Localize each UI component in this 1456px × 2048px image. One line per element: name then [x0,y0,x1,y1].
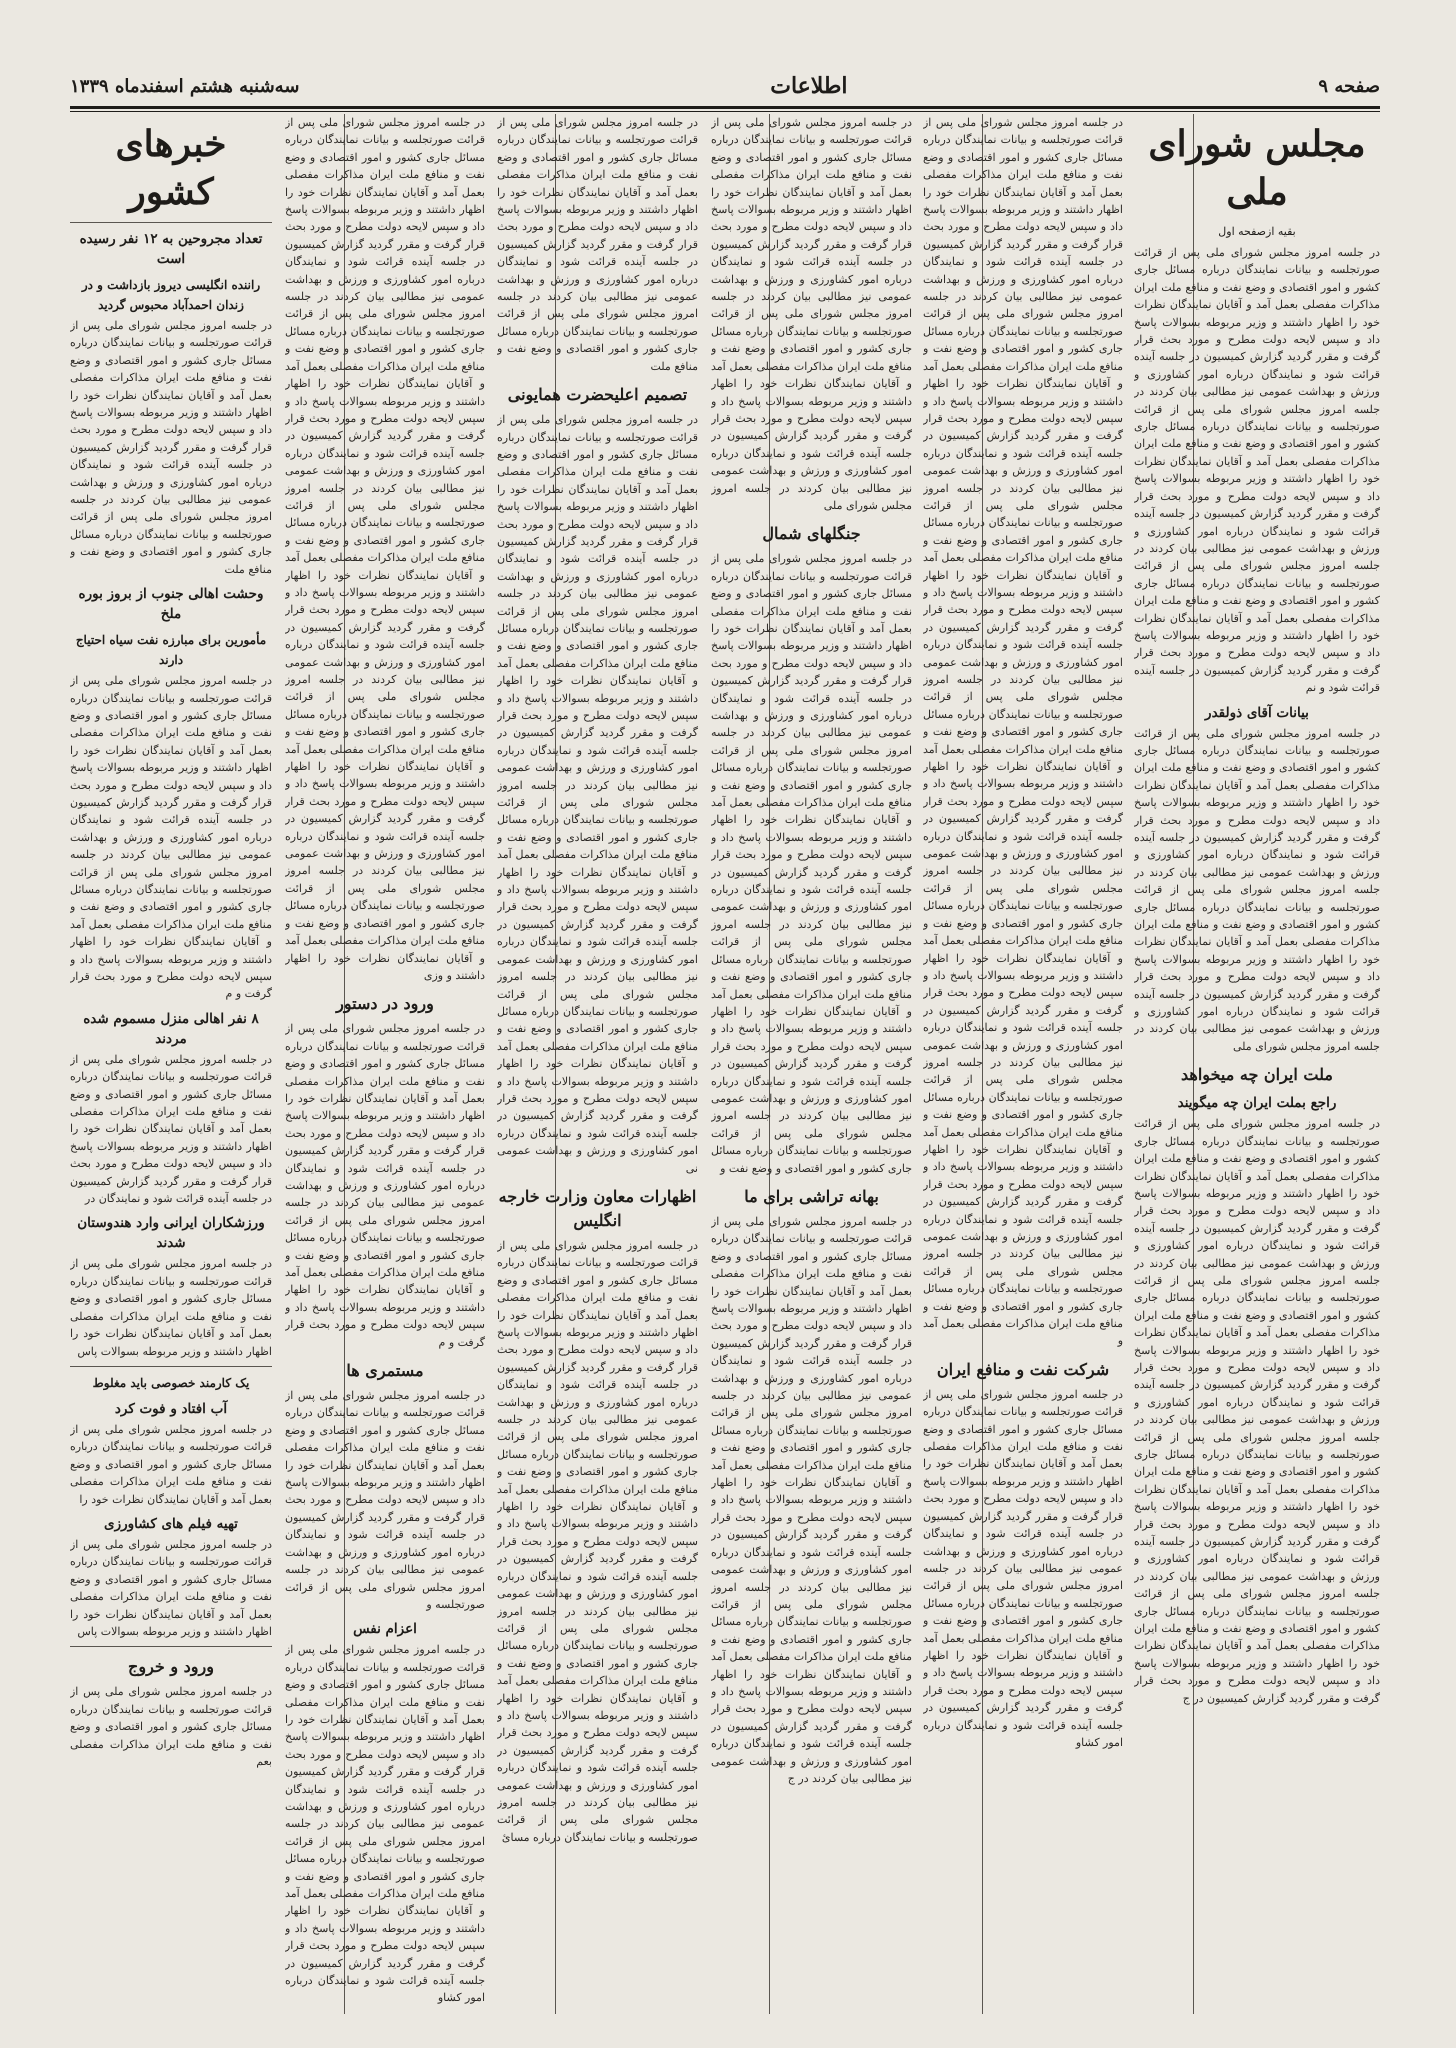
column-2 [923,114,1123,2014]
article-text: در جلسه امروز مجلس شورای ملی پس از قرائت صورتجلسه و بیانات نمایندگان درباره مسائل جاری کشور و امور اقتصادی و وضع نفت و منافع ملت ایران مذاکرات مفصلی بعمل آمد و آقایان نمایندگان نظرات خود را اظهار داشتند و وزیر مربوطه بسوالات پاسخ داد و سپس لایحه دولت مطرح و مورد بحث قرار گرفت و مقرر گردید گزارش کمیسیون در جلسه آینده قرائت شود و نمایندگان درباره امور کشاورزی و ورزش و بهداشت عمومی نیز مطالبی بیان کردند در جلسه امروز مجلس شورای ملی پس از قرائت صورتجلسه و [285,1389,485,1611]
subhead-royal-decision: تصمیم اعلیحضرت همایونی [507,385,688,405]
article-text: در جلسه امروز مجلس شورای ملی پس از قرائت صورتجلسه و بیانات نمایندگان درباره مسائل جاری کشور و امور اقتصادی و وضع نفت و منافع ملت ایران مذاکرات مفصلی بعمل آمد و آقایان نمایندگان نظرات خود را اظهار داشتند و وزیر مربوطه بسوالات پاسخ داد و سپس لایحه دولت مطرح و مورد بحث قرار گرفت و مقرر گردید گزارش کمیسیون در جلسه آینده قرائت شود و نمایندگان درباره امور کشاورزی و ورزش و بهداشت عمومی نیز مطالبی بیان کردند در جلسه امروز مجلس شورای ملی پس از قرائت صورتجلسه و بیانات نمایندگان درباره مسائل جاری کشور و امور اقتصادی و وضع نفت و منافع ملت ایران مذاکرات مفصلی بعمل آمد و آقایان نمایندگان نظرات خود را اظهار داشتند و وزیر مربوطه بسوالات پاسخ داد و سپس لایحه دولت مطرح و مورد بحث قرار گرفت و مقرر گردید گزارش کمیسیون در جلسه آینده قرائت شود و نمایندگان درباره امور کشاورزی و ورزش و بهداشت عمومی نیز مطالبی بیان کردند در جلسه امروز مجلس شورای ملی پس از قرائت صورتجلسه و بیانات نمایندگان درباره مسائل جاری کشور و امور اقتصادی و وضع نفت و منافع ملت ایران مذاکرات مفصلی بعمل آمد و آقایان نمایندگان نظرات خود را اظهار داشتند و وزیر مربوطه بسوالات پاسخ داد و سپس لایحه دولت مطرح و مورد بحث قرار گرفت و مقرر گردید گزارش کمیسیون در جلسه آینده قرائت شود و نمایندگان درباره امور کشاورزی و ورزش و بهداشت عمومی نیز مطالبی بیان کردند در جلسه امروز مجلس شورای ملی پس از قرائت صورتجلسه و بیانات نمایندگان درباره مسائل جاری کشور و امور اقتصادی و وضع نفت و منافع ملت ایران مذاکرات مفصلی بعمل آمد و آقایان نمایندگان نظرات خود را اظهار داشتند و وزیر مربوطه بسوالات پاسخ داد و سپس لایحه دولت مطرح و مورد بحث قرار گرفت و مقرر گردید گزارش کمیسیون در جلسه آینده قرائت شود و نمایندگان درباره امور کشاورزی و ورزش و بهداشت عمومی نیز مطالبی بیان کردند در جلسه امروز مجلس شورای ملی پس از قرائت صورتجلسه و بیانات نمایندگان درباره مسائل جاری کشور و امور اقتصادی و وضع نفت و منافع ملت ایران مذاکرات مفصلی بعمل آمد و آقایان نمایندگان نظرات خود را اظهار داشتند و وزیر مربوطه بسوالات پاسخ داد و سپس لایحه دولت مطرح و مورد بحث قرار گرفت و مقرر گردید گزارش کمیسیون در جلسه آینده قرائت شود و نمایندگان درباره امور کشاورزی و ورزش و بهداشت عمومی نیز مطالبی بیان کردند در جلسه امروز مجلس شورای ملی پس از قرائت صورتجلسه و بیانات نمایندگان درباره مسائل جاری کشور و امور اقتصادی و وضع نفت و منافع ملت ایران مذاکرات مفصلی بعمل آمد و آقایان نمایندگان نظرات خود را اظهار داشتند و وزیر مربوطه بسوالات پاسخ داد و سپس لایحه دولت مطرح و مورد بحث قرار گرفت و مقرر گردید گزارش کمیسیون در جلسه آینده قرائت شود و نمایندگان درباره امور کشاورزی و ورزش و بهداشت عمومی نیز مطالبی بیان کردند در جلسه امروز مجلس شورای ملی پس از قرائت صورتجلسه و بیانات نمایندگان درباره مسائل جاری کشور و امور اقتصادی و وضع نفت و منافع ملت ایران مذاکرات مفصلی بعمل آمد و [923,116,1123,1348]
column-4 [497,114,698,2014]
divider [70,222,272,223]
subhead-pensions: مستمری ها [346,1361,424,1381]
article-text: در جلسه امروز مجلس شورای ملی پس از قرائت صورتجلسه و بیانات نمایندگان درباره مسائل جاری کشور و امور اقتصادی و وضع نفت و منافع ملت ایران مذاکرات مفصلی بعمل آمد و آقایان نمایندگان نظرات خود را اظهار داشتند و وزیر مربوطه بسوالات پاسخ داد و سپس لایحه دولت مطرح و مورد بحث قرار گرفت و مقرر گردید گزارش کمیسیون در جلسه آینده قرائت شود و نمایندگان درباره امور کشاورزی و ورزش و بهداشت عمومی نیز مطالبی بیان کردند در جلسه امروز مجلس شورای ملی پس از قرائت صورتجلسه و بیانات نمایندگان درباره مسائل جاری کشور و امور اقتصادی و وضع نفت و منافع ملت ایران مذاکرات مفصلی بعمل آمد و آقایان نمایندگان نظرات خود را اظهار داشتند و وزیر مربوطه بسوالات پاسخ داد و سپس لایحه دولت مطرح و مورد بحث قرار گرفت و مقرر گردید گزارش کمیسیون در جلسه آینده قرائت شود و نمایندگان درباره امور کشاورزی و ورزش و بهداشت عمومی نیز مطالبی بیان کردند در جلسه امروز مجلس شورای ملی پس از قرائت صورتجلسه و بیانات نمایندگان درباره مسائل جاری کشور و امور اقتصادی و وضع نفت و منافع ملت ایران مذاکرات مفصلی بعمل آمد و آقایان نمایندگان نظرات خود را اظهار داشتند و وزیر مربوطه بسوالات پاسخ داد و سپس لایحه دولت مطرح و مورد بحث قرار گرفت و مقرر گردید گزارش کمیسیون در جلسه آینده قرائت شود و نمایندگان درباره امور کشاورزی و ورزش و بهداشت عمومی نیز مطالبی بیان کردند در جلسه امروز مجلس شورای ملی پس از قرائت صورتجلسه و بیانات نمایندگان درباره مسائل جاری کشور و امور اقتصادی و وضع نفت و [711,552,912,1175]
subhead-oil-company: شرکت نفت و منافع ایران [936,1359,1110,1379]
subhead-arrivals: ورود و خروج [128,1657,214,1677]
article-text: در جلسه امروز مجلس شورای ملی پس از قرائت صورتجلسه و بیانات نمایندگان درباره مسائل جاری کشور و امور اقتصادی و وضع نفت و منافع ملت ایران مذاکرات مفصلی بعمل آمد و آقایان نمایندگان نظرات خود را اظهار داشتند و وزیر مربوطه بسوالات پاسخ داد و سپس لایحه دولت مطرح و مورد بحث قرار گرفت و مقرر گردید گزارش کمیسیون در جلسه آینده قرائت شود و نمایندگان در [70,1052,272,1206]
article-text: در جلسه امروز مجلس شورای ملی پس از قرائت صورتجلسه و بیانات نمایندگان درباره مسائل جاری کشور و امور اقتصادی و وضع نفت و منافع ملت ایران مذاکرات مفصلی بعمل آمد و آقایان نمایندگان نظرات خود را اظهار داشتند و وزیر مربوطه بسوالات پاس [70,1257,272,1358]
column-6 [70,114,272,2014]
headline-majlis: مجلس شورای ملی [1148,123,1366,213]
article-text: در جلسه امروز مجلس شورای ملی پس از قرائت صورتجلسه و بیانات نمایندگان درباره مسائل جاری کشور و امور اقتصادی و وضع نفت و منافع ملت ایران مذاکرات مفصلی بعمل آمد و آقایان نمایندگان نظرات خود را اظهار داشتند و وزیر مربوطه بسوالات پاسخ داد و سپس لایحه دولت مطرح و مورد بحث قرار گرفت و مقرر گردید گزارش کمیسیون در جلسه آینده قرائت شود و نمایندگان درباره امور کشاورزی و ورزش و بهداشت عمومی نیز مطالبی بیان کردند در جلسه امروز مجلس شورای ملی پس از قرائت صورتجلسه و بیانات نمایندگان درباره مسائل جاری کشور و امور اقتصادی و وضع نفت و منافع ملت ایران مذاکرات مفصلی بعمل آمد و آقایان نمایندگان نظرات خود را اظهار داشتند و وزیر مربوطه بسوالات پاسخ داد و سپس لایحه دولت مطرح و مورد بحث قرار گرفت و مقرر گردید گزارش کمیسیون در جلسه آینده قرائت شود و نمایندگان درباره امور کشاورزی و ورزش و بهداشت عمومی نیز مطالبی بیان کردند در جلسه امروز مجلس شورای ملی پس از قرائت صورتجلسه و بیانات نمایندگان درباره مسائل جاری کشور و امور اقتصادی و وضع نفت و منافع ملت ایران مذاکرات مفصلی بعمل آمد و آقایان نمایندگان نظرات خود را اظهار داشتند و وزیر مربوطه بسوالات پاسخ داد و سپس لایحه دولت مطرح و مورد بحث قرار گرفت و مقرر گردید گزارش کمیسیون در جلسه آینده قرائت شود و نمایندگان درباره امور کشاورزی و ورزش و بهداشت عمومی نیز مطالبی بیان کردند در جلسه امروز مجلس شورای ملی پس از قرائت صورتجلسه و بیانات نمایندگان درباره مسائل جاری کشور و امور اقتصادی و وضع نفت و منافع ملت ایران مذاکرات مفصلی بعمل آمد و آقایان نمایندگان نظرات خود را اظهار داشتند و وزیر مربوطه بسوالات پاسخ داد و سپس لایحه دولت مطرح و مورد بحث قرار گرفت و مقرر گردید گزارش کمیسیون در جلسه آینده قرائت شود و نمایندگان درباره امور کشاورزی و ورزش و بهداشت عمومی نی [497,413,698,1175]
subhead-deputy-minister: اظهارات معاون وزارت خارجه انگلیس [498,1186,697,1230]
subhead-nation-2: راجع بملت ایران چه میگویند [1177,1095,1337,1112]
headline-country-news: خبرهای کشور [115,123,227,213]
article-text: در جلسه امروز مجلس شورای ملی پس از قرائت صورتجلسه و بیانات نمایندگان درباره مسائل جاری کشور و امور اقتصادی و وضع نفت و منافع ملت ایران مذاکرات مفصلی بعمل آمد و آقایان نمایندگان نظرات خود را اظهار داشتند و وزیر مربوطه بسوالات پاسخ داد و سپس لایحه دولت مطرح و مورد بحث قرار گرفت و مقرر گردید گزارش کمیسیون در جلسه آینده قرائت شود و نمایندگان درباره امور کشاورزی و ورزش و بهداشت عمومی نیز مطالبی بیان کردند در جلسه امروز مجلس شورای ملی پس از قرائت صورتجلسه و بیانات نمایندگان درباره مسائل جاری کشور و امور اقتصادی و وضع نفت و منافع ملت ایران مذاکرات مفصلی بعمل آمد و آقایان نمایندگان نظرات خود را اظهار داشتند و وزیر مربوطه بسوالات پاسخ داد و سپس لایحه دولت مطرح و مورد بحث قرار گرفت و مقرر گردید گزارش کمیسیون در جلسه آینده قرائت شود و نمایندگان درباره امور کشاورزی و ورزش و بهداشت عمومی نیز مطالبی بیان کردند در جلسه امروز مجلس شورای ملی پس از قرائت صورتجلسه و بیانات نمایندگان درباره مسائل جاری کشور و امور اقتصادی و وضع نفت و منافع ملت ایران مذاکرات مفصلی بعمل آمد و آقایان نمایندگان نظرات خود را اظهار داشتند و وزیر مربوطه بسوالات پاسخ داد و سپس لایحه دولت مطرح و مورد بحث قرار گرفت و مقرر گردید گزارش کمیسیون در جلسه آینده قرائت شود و نمایندگان درباره امور کشاورزی و ورزش و بهداشت عمومی نیز مطالبی بیان کردند در جلسه امروز مجلس شورای ملی پس از قرائت صورتجلسه و بیانات نمایندگان درباره مسائ [497,1238,698,1844]
columns [70,114,1380,2014]
masthead-rule-bottom [70,111,1380,112]
article-text: در جلسه امروز مجلس شورای ملی پس از قرائت صورتجلسه و بیانات نمایندگان درباره مسائل جاری کشور و امور اقتصادی و وضع نفت و منافع ملت ایران مذاکرات مفصلی بعمل آمد و آقایان نمایندگان نظرات خود را اظهار داشتند و وزیر مربوطه بسوالات پاسخ داد و سپس لایحه دولت مطرح و مورد بحث قرار گرفت و مقرر گردید گزارش کمیسیون در جلسه آینده قرائت شود و نمایندگان درباره امور کشاورزی و ورزش و بهداشت عمومی نیز مطالبی بیان کردند در جلسه امروز مجلس شورای ملی پس از قرائت صورتجلسه و بیانات نمایندگان درباره مسائل جاری کشور و امور اقتصادی و وضع نفت و منافع ملت ایران مذاکرات مفصلی بعمل آمد و آقایان نمایندگان نظرات خود را اظهار داشتند و وزیر مربوطه بسوالات پاسخ داد و سپس لایحه دولت مطرح و مورد بحث قرار گرفت و م [285,1022,485,1349]
article-text: در جلسه امروز مجلس شورای ملی پس از قرائت صورتجلسه و بیانات نمایندگان درباره مسائل جاری کشور و امور اقتصادی و وضع نفت و منافع ملت ایران مذاکرات مفصلی بعمل آمد و آقایان نمایندگان نظرات خود را اظهار داشتند و وزیر مربوطه بسوالات پاس [70,1537,272,1638]
subhead-poisoned: ۸ نفر اهالی منزل مسموم شده مردند [83,1010,259,1047]
subhead-employee: یک کارمند خصوصی باید مغلوط [92,1375,250,1390]
paper-name: اطلاعات [770,73,848,99]
article-text: در جلسه امروز مجلس شورای ملی پس از قرائت صورتجلسه و بیانات نمایندگان درباره مسائل جاری کشور و امور اقتصادی و وضع نفت و منافع ملت ایران مذاکرات مفصلی بعم [70,1685,272,1768]
subhead-injured: تعداد مجروحین به ۱۲ نفر رسیده است [79,231,263,267]
subhead-dispatch: اعزام نفس [353,1621,417,1638]
article-text: در جلسه امروز مجلس شورای ملی پس از قرائت صورتجلسه و بیانات نمایندگان درباره مسائل جاری کشور و امور اقتصادی و وضع نفت و منافع ملت ایران مذاکرات مفصلی بعمل آمد و آقایان نمایندگان نظرات خود را اظهار داشتند و وزیر مربوطه بسوالات پاسخ داد و سپس لایحه دولت مطرح و مورد بحث قرار گرفت و مقرر گردید گزارش کمیسیون در جلسه آینده قرائت شود و نمایندگان درباره امور کشاورزی و ورزش و بهداشت عمومی نیز مطالبی بیان کردند در جلسه امروز مجلس شورای ملی پس از قرائت صورتجلسه و بیانات نمایندگان درباره مسائل جاری کشور و امور اقتصادی و وضع نفت و منافع ملت ایران مذاکرات مفصلی بعمل آمد و آقایان نمایندگان نظرات خود را اظهار داشتند و وزیر مربوطه بسوالات پاسخ داد و سپس لایحه دولت مطرح و مورد بحث قرار گرفت و مقرر گردید گزارش کمیسیون در جلسه آینده قرائت شود و نمایندگان درباره امور کشاورزی و ورزش و بهداشت عمومی نیز مطالبی بیان کردند در جلسه امروز مجلس شورای ملی [1134,726,1380,1053]
divider [70,1646,272,1647]
article-text: در جلسه امروز مجلس شورای ملی پس از قرائت صورتجلسه و بیانات نمایندگان درباره مسائل جاری کشور و امور اقتصادی و وضع نفت و منافع ملت ایران مذاکرات مفصلی بعمل آمد و آقایان نمایندگان نظرات خود را اظهار داشتند و وزیر مربوطه بسوالات پاسخ داد و سپس لایحه دولت مطرح و مورد بحث قرار گرفت و مقرر گردید گزارش کمیسیون در جلسه آینده قرائت شود و نمایندگان درباره امور کشاورزی و ورزش و بهداشت عمومی نیز مطالبی بیان کردند در جلسه امروز مجلس شورای ملی پس از قرائت صورتجلسه و بیانات نمایندگان درباره مسائل جاری کشور و امور اقتصادی و وضع نفت و منافع ملت [497,116,698,373]
article-text: در جلسه امروز مجلس شورای ملی پس از قرائت صورتجلسه و بیانات نمایندگان درباره مسائل جاری کشور و امور اقتصادی و وضع نفت و منافع ملت ایران مذاکرات مفصلی بعمل آمد و آقایان نمایندگان نظرات خود را اظهار داشتند و وزیر مربوطه بسوالات پاسخ داد و سپس لایحه دولت مطرح و مورد بحث قرار گرفت و مقرر گردید گزارش کمیسیون در جلسه آینده قرائت شود و نمایندگان درباره امور کشاورزی و ورزش و بهداشت عمومی نیز مطالبی بیان کردند در جلسه امروز مجلس شورای ملی پس از قرائت صورتجلسه و بیانات نمایندگان درباره مسائل جاری کشور و امور اقتصادی و وضع نفت و منافع ملت ایران مذاکرات مفصلی بعمل آمد و آقایان نمایندگان نظرات خود را اظهار داشتند و وزیر مربوطه بسوالات پاسخ داد و سپس لایحه دولت مطرح و مورد بحث قرار گرفت و مقرر گردید گزارش کمیسیون در جلسه آینده قرائت شود و نمایندگان درباره امور کشاورزی و ورزش و بهداشت عمومی نیز مطالبی بیان کردند در جلسه امروز مجلس شورای ملی [711,116,912,512]
masthead [70,68,1380,104]
subhead-nation: ملت ایران چه میخواهد [1181,1065,1333,1085]
article-text: در جلسه امروز مجلس شورای ملی پس از قرائت صورتجلسه و بیانات نمایندگان درباره مسائل جاری کشور و امور اقتصادی و وضع نفت و منافع ملت ایران مذاکرات مفصلی بعمل آمد و آقایان نمایندگان نظرات خود را اظهار داشتند و وزیر مربوطه بسوالات پاسخ داد و سپس لایحه دولت مطرح و مورد بحث قرار گرفت و مقرر گردید گزارش کمیسیون در جلسه آینده قرائت شود و نمایندگان درباره امور کشاورزی و ورزش و بهداشت عمومی نیز مطالبی بیان کردند در جلسه امروز مجلس شورای ملی پس از قرائت صورتجلسه و بیانات نمایندگان درباره مسائل جاری کشور و امور اقتصادی و وضع نفت و منافع ملت ایران مذاکرات مفصلی بعمل آمد و آقایان نمایندگان نظرات خود را اظهار داشتند و وزیر مربوطه بسوالات پاسخ داد و سپس لایحه دولت مطرح و مورد بحث قرار گرفت و مقرر گردید گزارش کمیسیون در جلسه آینده قرائت شود و نمایندگان درباره امور کشاورزی و ورزش و بهداشت عمومی نیز مطالبی بیان کردند در جلسه امروز مجلس شورای ملی پس از قرائت صورتجلسه و بیانات نمایندگان درباره مسائل جاری کشور و امور اقتصادی و وضع نفت و منافع ملت ایران مذاکرات مفصلی بعمل آمد و آقایان نمایندگان نظرات خود را اظهار داشتند و وزیر مربوطه بسوالات پاسخ داد و سپس لایحه دولت مطرح و مورد بحث قرار گرفت و مقرر گردید گزارش کمیسیون در جلسه آینده قرائت شود و نم [1134,246,1380,695]
article-text: در جلسه امروز مجلس شورای ملی پس از قرائت صورتجلسه و بیانات نمایندگان درباره مسائل جاری کشور و امور اقتصادی و وضع نفت و منافع ملت ایران مذاکرات مفصلی بعمل آمد و آقایان نمایندگان نظرات خود را اظهار داشتند و وزیر مربوطه بسوالات پاسخ داد و سپس لایحه دولت مطرح و مورد بحث قرار گرفت و مقرر گردید گزارش کمیسیون در جلسه آینده قرائت شود و نمایندگان درباره امور کشاورزی و ورزش و بهداشت عمومی نیز مطالبی بیان کردند در جلسه امروز مجلس شورای ملی پس از قرائت صورتجلسه و بیانات نمایندگان درباره مسائل جاری کشور و امور اقتصادی و وضع نفت و منافع ملت ایران مذاکرات مفصلی بعمل آمد و آقایان نمایندگان نظرات خود را اظهار داشتند و وزیر مربوطه بسوالات پاسخ داد و سپس لایحه دولت مطرح و مورد بحث قرار گرفت و مقرر گردید گزارش کمیسیون در جلسه آینده قرائت شود و نمایندگان درباره امور کشاورزی و ورزش و بهداشت عمومی نیز مطالبی بیان کردند در جلسه امروز مجلس شورای ملی پس از قرائت صورتجلسه و بیانات نمایندگان درباره مسائل جاری کشور و امور اقتصادی و وضع نفت و منافع ملت ایران مذاکرات مفصلی بعمل آمد و آقایان نمایندگان نظرات خود را اظهار داشتند و وزیر مربوطه بسوالات پاسخ داد و سپس لایحه دولت مطرح و مورد بحث قرار گرفت و مقرر گردید گزارش کمیسیون در جلسه آینده قرائت شود و نمایندگان درباره امور کشاورزی و ورزش و بهداشت عمومی نیز مطالبی بیان کردند در جلسه امروز مجلس شورای ملی پس از قرائت صورتجلسه و بیانات نمایندگان درباره مسائل جاری کشور و امور اقتصادی و وضع نفت و منافع ملت ایران مذاکرات مفصلی بعمل آمد و آقایان نمایندگان نظرات خود را اظهار داشتند و وزیر مربوطه بسوالات پاسخ داد و سپس لایحه دولت مطرح و مورد بحث قرار گرفت و مقرر گردید گزارش کمیسیون در ج [1134,1117,1380,1705]
subhead-locusts-2: مأمورین برای مبارزه نفت سیاه احتیاج دارند [75,633,267,668]
subhead-farm-films: تهیه فیلم های کشاورزی [104,1515,238,1532]
article-text: در جلسه امروز مجلس شورای ملی پس از قرائت صورتجلسه و بیانات نمایندگان درباره مسائل جاری کشور و امور اقتصادی و وضع نفت و منافع ملت ایران مذاکرات مفصلی بعمل آمد و آقایان نمایندگان نظرات خود را اظهار داشتند و وزیر مربوطه بسوالات پاسخ داد و سپس لایحه دولت مطرح و مورد بحث قرار گرفت و مقرر گردید گزارش کمیسیون در جلسه آینده قرائت شود و نمایندگان درباره امور کشاورزی و ورزش و بهداشت عمومی نیز مطالبی بیان کردند در جلسه امروز مجلس شورای ملی پس از قرائت صورتجلسه و بیانات نمایندگان درباره مسائل جاری کشور و امور اقتصادی و وضع نفت و منافع ملت [70,319,272,576]
page-number: صفحه ۹ [1318,75,1380,97]
subhead-driver: راننده انگلیسی دیروز بازداشت و در زندان احمدآباد محبوس گردید [81,278,261,312]
subhead-drowned: آب افتاد و فوت کرد [114,1400,228,1417]
article-text: در جلسه امروز مجلس شورای ملی پس از قرائت صورتجلسه و بیانات نمایندگان درباره مسائل جاری کشور و امور اقتصادی و وضع نفت و منافع ملت ایران مذاکرات مفصلی بعمل آمد و آقایان نمایندگان نظرات خود را [70,1422,272,1506]
subhead-agenda: ورود در دستور [336,994,434,1014]
subhead-excuses: بهانه تراشی برای ما [744,1186,879,1206]
issue-date: سه‌شنبه هشتم اسفندماه ۱۳۳۹ [70,75,300,97]
subhead-locusts: وحشت اهالی جنوب از بروز بوره ملخ [78,586,264,623]
continuation-note: بقیه ازصفحه اول [1218,225,1296,238]
subhead-athletes: ورزشکاران ایرانی وارد هندوستان شدند [77,1215,265,1252]
subhead-forests: جنگلهای شمال [762,524,861,544]
article-text: در جلسه امروز مجلس شورای ملی پس از قرائت صورتجلسه و بیانات نمایندگان درباره مسائل جاری کشور و امور اقتصادی و وضع نفت و منافع ملت ایران مذاکرات مفصلی بعمل آمد و آقایان نمایندگان نظرات خود را اظهار داشتند و وزیر مربوطه بسوالات پاسخ داد و سپس لایحه دولت مطرح و مورد بحث قرار گرفت و مقرر گردید گزارش کمیسیون در جلسه آینده قرائت شود و نمایندگان درباره امور کشاورزی و ورزش و بهداشت عمومی نیز مطالبی بیان کردند در جلسه امروز مجلس شورای ملی پس از قرائت صورتجلسه و بیانات نمایندگان درباره مسائل جاری کشور و امور اقتصادی و وضع نفت و منافع ملت ایران مذاکرات مفصلی بعمل آمد و آقایان نمایندگان نظرات خود را اظهار داشتند و وزیر مربوطه بسوالات پاسخ داد و سپس لایحه دولت مطرح و مورد بحث قرار گرفت و مقرر گردید گزارش کمیسیون در جلسه آینده قرائت شود و نمایندگان درباره امور کشاو [285,1643,485,2005]
column-1 [1134,114,1380,2014]
divider [70,1366,272,1367]
column-3 [711,114,912,2014]
article-text: در جلسه امروز مجلس شورای ملی پس از قرائت صورتجلسه و بیانات نمایندگان درباره مسائل جاری کشور و امور اقتصادی و وضع نفت و منافع ملت ایران مذاکرات مفصلی بعمل آمد و آقایان نمایندگان نظرات خود را اظهار داشتند و وزیر مربوطه بسوالات پاسخ داد و سپس لایحه دولت مطرح و مورد بحث قرار گرفت و مقرر گردید گزارش کمیسیون در جلسه آینده قرائت شود و نمایندگان درباره امور کشاورزی و ورزش و بهداشت عمومی نیز مطالبی بیان کردند در جلسه امروز مجلس شورای ملی پس از قرائت صورتجلسه و بیانات نمایندگان درباره مسائل جاری کشور و امور اقتصادی و وضع نفت و منافع ملت ایران مذاکرات مفصلی بعمل آمد و آقایان نمایندگان نظرات خود را اظهار داشتند و وزیر مربوطه بسوالات پاسخ داد و سپس لایحه دولت مطرح و مورد بحث قرار گرفت و مقرر گردید گزارش کمیسیون در جلسه آینده قرائت شود و نمایندگان درباره امور کشاورزی و ورزش و بهداشت عمومی نیز مطالبی بیان کردند در جلسه امروز مجلس شورای ملی پس از قرائت صورتجلسه و بیانات نمایندگان درباره مسائل جاری کشور و امور اقتصادی و وضع نفت و منافع ملت ایران مذاکرات مفصلی بعمل آمد و آقایان نمایندگان نظرات خود را اظهار داشتند و وزیر مربوطه بسوالات پاسخ داد و سپس لایحه دولت مطرح و مورد بحث قرار گرفت و مقرر گردید گزارش کمیسیون در جلسه آینده قرائت شود و نمایندگان درباره امور کشاورزی و ورزش و بهداشت عمومی نیز مطالبی بیان کردند در ج [711,1214,912,1785]
masthead-rule-top [70,106,1380,109]
article-text: در جلسه امروز مجلس شورای ملی پس از قرائت صورتجلسه و بیانات نمایندگان درباره مسائل جاری کشور و امور اقتصادی و وضع نفت و منافع ملت ایران مذاکرات مفصلی بعمل آمد و آقایان نمایندگان نظرات خود را اظهار داشتند و وزیر مربوطه بسوالات پاسخ داد و سپس لایحه دولت مطرح و مورد بحث قرار گرفت و مقرر گردید گزارش کمیسیون در جلسه آینده قرائت شود و نمایندگان درباره امور کشاورزی و ورزش و بهداشت عمومی نیز مطالبی بیان کردند در جلسه امروز مجلس شورای ملی پس از قرائت صورتجلسه و بیانات نمایندگان درباره مسائل جاری کشور و امور اقتصادی و وضع نفت و منافع ملت ایران مذاکرات مفصلی بعمل آمد و آقایان نمایندگان نظرات خود را اظهار داشتند و وزیر مربوطه بسوالات پاسخ داد و سپس لایحه دولت مطرح و مورد بحث قرار گرفت و م [70,674,272,1001]
column-5 [285,114,485,2014]
subhead-zolghadr: بیانات آقای ذولقدر [1205,704,1309,721]
article-text: در جلسه امروز مجلس شورای ملی پس از قرائت صورتجلسه و بیانات نمایندگان درباره مسائل جاری کشور و امور اقتصادی و وضع نفت و منافع ملت ایران مذاکرات مفصلی بعمل آمد و آقایان نمایندگان نظرات خود را اظهار داشتند و وزیر مربوطه بسوالات پاسخ داد و سپس لایحه دولت مطرح و مورد بحث قرار گرفت و مقرر گردید گزارش کمیسیون در جلسه آینده قرائت شود و نمایندگان درباره امور کشاورزی و ورزش و بهداشت عمومی نیز مطالبی بیان کردند در جلسه امروز مجلس شورای ملی پس از قرائت صورتجلسه و بیانات نمایندگان درباره مسائل جاری کشور و امور اقتصادی و وضع نفت و منافع ملت ایران مذاکرات مفصلی بعمل آمد و آقایان نمایندگان نظرات خود را اظهار داشتند و وزیر مربوطه بسوالات پاسخ داد و سپس لایحه دولت مطرح و مورد بحث قرار گرفت و مقرر گردید گزارش کمیسیون در جلسه آینده قرائت شود و نمایندگان درباره امور کشاورزی و ورزش و بهداشت عمومی نیز مطالبی بیان کردند در جلسه امروز مجلس شورای ملی پس از قرائت صورتجلسه و بیانات نمایندگان درباره مسائل جاری کشور و امور اقتصادی و وضع نفت و منافع ملت ایران مذاکرات مفصلی بعمل آمد و آقایان نمایندگان نظرات خود را اظهار داشتند و وزیر مربوطه بسوالات پاسخ داد و سپس لایحه دولت مطرح و مورد بحث قرار گرفت و مقرر گردید گزارش کمیسیون در جلسه آینده قرائت شود و نمایندگان درباره امور کشاورزی و ورزش و بهداشت عمومی نیز مطالبی بیان کردند در جلسه امروز مجلس شورای ملی پس از قرائت صورتجلسه و بیانات نمایندگان درباره مسائل جاری کشور و امور اقتصادی و وضع نفت و منافع ملت ایران مذاکرات مفصلی بعمل آمد و آقایان نمایندگان نظرات خود را اظهار داشتند و وزیر مربوطه بسوالات پاسخ داد و سپس لایحه دولت مطرح و مورد بحث قرار گرفت و مقرر گردید گزارش کمیسیون در جلسه آینده قرائت شود و نمایندگان درباره امور کشاورزی و ورزش و بهداشت عمومی نیز مطالبی بیان کردند در جلسه امروز مجلس شورای ملی پس از قرائت صورتجلسه و بیانات نمایندگان درباره مسائل جاری کشور و امور اقتصادی و وضع نفت و منافع ملت ایران مذاکرات مفصلی بعمل آمد و آقایان نمایندگان نظرات خود را اظهار داشتند و وزی [285,116,485,982]
article-text: در جلسه امروز مجلس شورای ملی پس از قرائت صورتجلسه و بیانات نمایندگان درباره مسائل جاری کشور و امور اقتصادی و وضع نفت و منافع ملت ایران مذاکرات مفصلی بعمل آمد و آقایان نمایندگان نظرات خود را اظهار داشتند و وزیر مربوطه بسوالات پاسخ داد و سپس لایحه دولت مطرح و مورد بحث قرار گرفت و مقرر گردید گزارش کمیسیون در جلسه آینده قرائت شود و نمایندگان درباره امور کشاورزی و ورزش و بهداشت عمومی نیز مطالبی بیان کردند در جلسه امروز مجلس شورای ملی پس از قرائت صورتجلسه و بیانات نمایندگان درباره مسائل جاری کشور و امور اقتصادی و وضع نفت و منافع ملت ایران مذاکرات مفصلی بعمل آمد و آقایان نمایندگان نظرات خود را اظهار داشتند و وزیر مربوطه بسوالات پاسخ داد و سپس لایحه دولت مطرح و مورد بحث قرار گرفت و مقرر گردید گزارش کمیسیون در جلسه آینده قرائت شود و نمایندگان درباره امور کشاو [923,1387,1123,1749]
